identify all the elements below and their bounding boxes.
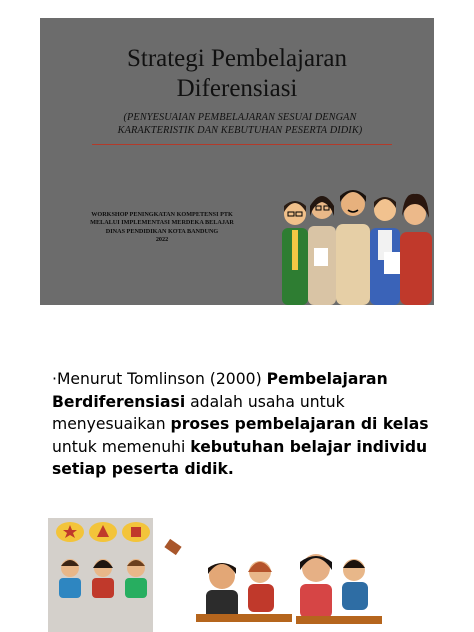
slide-title [40,44,434,104]
student-girl-red [248,561,274,612]
bullet: · [52,370,57,388]
teacher-figure-2 [308,196,336,305]
student-boy-right [342,559,368,610]
workshop-line1: WORKSHOP PENINGKATAN KOMPETENSI PTK [91,211,233,218]
bold-segment-3: kebutuhan belajar individu setiap peserta didik. [52,437,428,478]
slide-subtitle-line1: (PENYESUAIAN PEMBELAJARAN SESUAI DENGAN [123,112,357,123]
workshop-line2: MELALUI IMPLEMENTASI MERDEKA BELAJAR [90,219,234,227]
teacher-figure-1 [282,201,308,305]
teachers-illustration [278,176,434,305]
text-segment-1: Menurut Tomlinson (2000) [56,370,267,388]
bold-segment-2: proses pembelajaran di kelas [170,415,429,433]
title-slide [40,18,434,305]
student-girl-center [300,554,332,618]
child-figure-2 [92,559,114,598]
slide-title-line1: Strategi Pembelajaran [126,45,348,72]
flying-book-icon [164,539,181,555]
definition-paragraph [52,368,432,481]
bold-segment-1: Pembelajaran Berdiferensiasi [52,370,388,411]
text-segment-3: untuk memenuhi [52,437,191,456]
slide-subtitle [80,111,400,137]
slide-title-line2: Diferensiasi [176,75,298,102]
workshop-line3: DINAS PENDIDIKAN KOTA BANDUNG [105,227,219,235]
teacher-figure-3 [336,190,370,305]
student-boy-left [206,563,238,620]
classroom-slide [48,518,430,632]
triangle-icon [89,522,117,542]
slide-subtitle-line2: KARAKTERISTIK DAN KEBUTUHAN PESERTA DIDIK) [117,125,363,136]
workshop-year: 2022 [155,236,169,244]
teacher-figure-5 [400,194,432,305]
workshop-info [62,211,262,245]
subtitle-divider [92,144,392,145]
child-figure-3 [125,559,147,598]
teacher-figure-4 [370,197,400,305]
star-icon [56,522,84,542]
square-icon [122,522,150,542]
text-segment-2: adalah usaha untuk menyesuaikan [52,392,345,433]
classroom-illustration [48,518,430,632]
child-figure-1 [59,559,81,598]
